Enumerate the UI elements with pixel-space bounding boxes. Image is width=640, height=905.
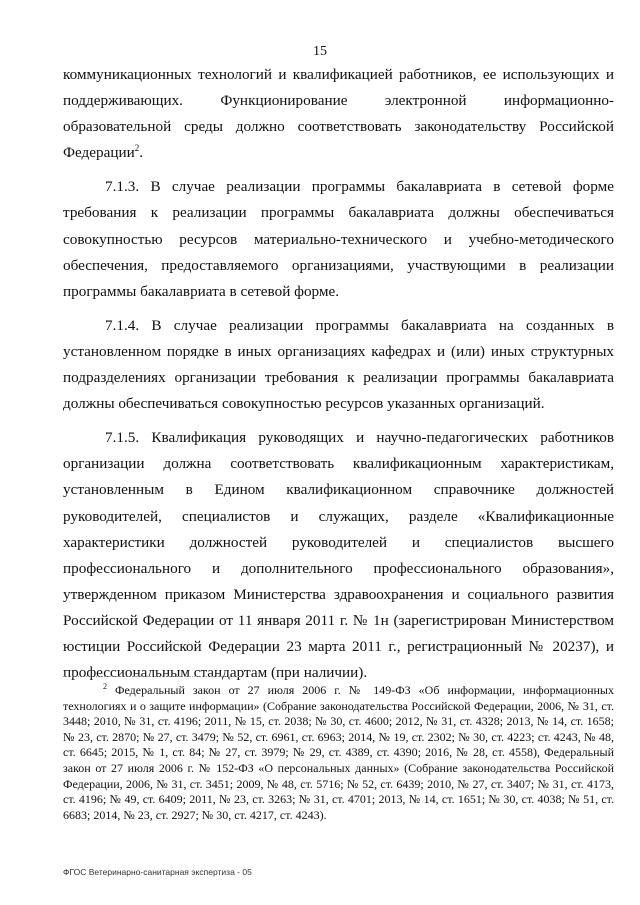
paragraph-7-1-4: 7.1.4. В случае реализации программы бакалавриата на созданных в установленном порядке в иных организациях кафедрах и (или) иных структурных подразделениях организации требования к реализации программы бакалавриата должны обеспечиваться совокупностью ресурсов указанных организаций.	[63, 316, 614, 413]
paragraph-7-1-3: 7.1.3. В случае реализации программы бакалавриата в сетевой форме требования к реализации программы бакалавриата должны обеспечиваться совокупностью ресурсов материально-технического и учебно-методического обеспечения, предоставляемого организациями, участвующими в реализации программы бакалавриата в сетевой форме.	[63, 178, 614, 300]
page-number: 15	[313, 44, 327, 59]
footnote	[63, 683, 614, 823]
footnote-text: Федеральный закон от 27 июля 2006 г. № 149-ФЗ «Об информации, информационных технологиях и о защите информации» (Собрание законодательства Российской Федерации, 2006, № 31, ст. 3448; 2010, № 31, ст. 4196; 2011, № 15, ст. 2038; № 30, ст. 4600; 2012, № 31, ст. 4328; 2013, № 14, ст. 1658; № 23, ст. 2870; № 27, ст. 3479; № 52, ст. 6961, ст. 6963; 2014, № 19, ст. 2302; № 30, ст. 4223; ст. 4243, № 48, ст. 6645; 2015, № 1, ст. 84; № 27, ст. 3979; № 29, ст. 4389, ст. 4390; 2016, № 28, ст. 4558), Федеральный закон от 27 июля 2006 г. № 152-ФЗ «О персональных данных» (Собрание законодательства Российской Федерации, 2006, № 31, ст. 3451; 2009, № 48, ст. 5716; № 52, ст. 6439; 2010, № 27, ст. 3407; № 31, ст. 4173, ст. 4196; № 49, ст. 6409; 2011, № 23, ст. 3263; № 31, ст. 4701; 2013, № 14, ст. 1651; № 30, ст. 4038; № 51, ст. 6683; 2014, № 23, ст. 2927; № 30, ст. 4217, ст. 4243).	[63, 683, 614, 822]
footnote-mark: 2	[103, 682, 107, 691]
footnote-separator	[63, 676, 243, 677]
footnote-reference[interactable]: 2	[134, 143, 140, 154]
paragraph-7-1-5: 7.1.5. Квалификация руководящих и научно-педагогических работников организации должна соответствовать квалификационным характеристикам, установленным в Едином квалификационном справочнике должностей руководителей, специалистов и служащих, разделе «Квалификационные характеристики должностей руководителей и специалистов высшего профессионального и дополнительного профессионального образования», утвержденном приказом Министерства здравоохранения и социального развития Российской Федерации от 11 января 2011 г. № 1н (зарегистрирован Министерством юстиции Российской Федерации 23 марта 2011 г., регистрационный № 20237), и профессиональным стандартам (при наличии).	[63, 429, 614, 682]
paragraph-text: коммуникационных технологий и квалификацией работников, ее использующих и поддерживающих. Функционирование электронной информационно-образовательной среды должно соответствовать законодательству Российской Федерации	[63, 66, 614, 162]
body-text	[63, 62, 614, 694]
paragraph-continuation: коммуникационных технологий и квалификацией работников, ее использующих и поддерживающих. Функционирование электронной информационно-образовательной среды должно соответствовать законодательству Российской Федерации$^2$.	[63, 66, 614, 162]
page-footer: ФГОС Ветеринарно-санитарная экспертиза - 05	[63, 867, 252, 877]
